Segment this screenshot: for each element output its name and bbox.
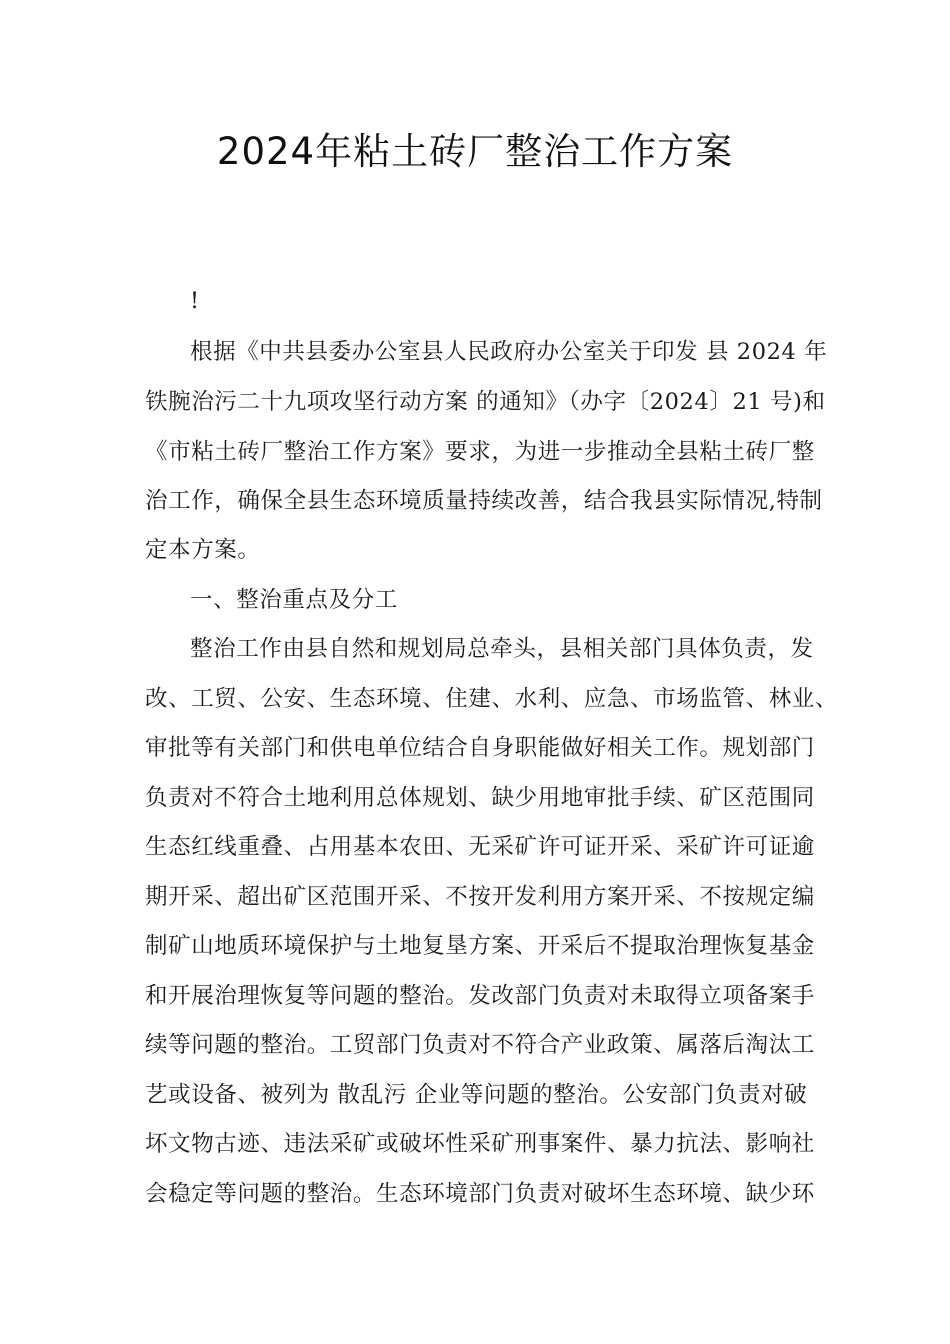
paragraph-line: 艺或设备、被列为 散乱污 企业等问题的整治。公安部门负责对破 — [145, 1082, 808, 1108]
paragraph-line: 整治工作由县自然和规划局总牵头，县相关部门具体负责，发 — [190, 636, 814, 662]
paragraph-line: 制矿山地质环境保护与土地复垦方案、开采后不提取治理恢复基金 — [145, 933, 815, 959]
paragraph-line: 改、工贸、公安、生态环境、住建、水利、应急、市场监管、林业、 — [145, 686, 839, 712]
document-title: 2024年粘土砖厂整治工作方案 — [216, 130, 734, 173]
paragraph-line: 铁腕治污二十九项攻坚行动方案 的通知》（办字〔2024〕21 号)和 — [145, 389, 826, 415]
paragraph-line: 生态红线重叠、占用基本农田、无采矿许可证开采、采矿许可证逾 — [145, 834, 815, 860]
paragraph-line: 期开采、超出矿区范围开采、不按开发利用方案开采、不按规定编 — [145, 884, 815, 910]
paragraph-line: 坏文物古迹、违法采矿或破坏性采矿刑事案件、暴力抗法、影响社 — [145, 1131, 815, 1157]
salutation: ! — [190, 288, 200, 314]
paragraph-line: 负责对不符合土地利用总体规划、缺少用地审批手续、矿区范围同 — [145, 785, 815, 811]
paragraph-line: 审批等有关部门和供电单位结合自身职能做好相关工作。规划部门 — [145, 735, 815, 761]
section-heading: 一、整治重点及分工 — [190, 587, 398, 613]
paragraph-line: 和开展治理恢复等问题的整治。发改部门负责对未取得立项备案手 — [145, 983, 815, 1009]
paragraph-line: 续等问题的整治。工贸部门负责对不符合产业政策、属落后淘汰工 — [145, 1032, 815, 1058]
paragraph-line: 定本方案。 — [145, 537, 261, 563]
paragraph-line: 会稳定等问题的整治。生态环境部门负责对破坏生态环境、缺少环 — [145, 1181, 815, 1207]
paragraph-line: 根据《中共县委办公室县人民政府办公室关于印发 县 2024 年 — [190, 339, 828, 365]
paragraph-line: 治工作，确保全县生态环境质量持续改善，结合我县实际情况,特制 — [145, 488, 823, 514]
paragraph-line: 《市粘土砖厂整治工作方案》要求，为进一步推动全县粘土砖厂整 — [145, 439, 815, 465]
